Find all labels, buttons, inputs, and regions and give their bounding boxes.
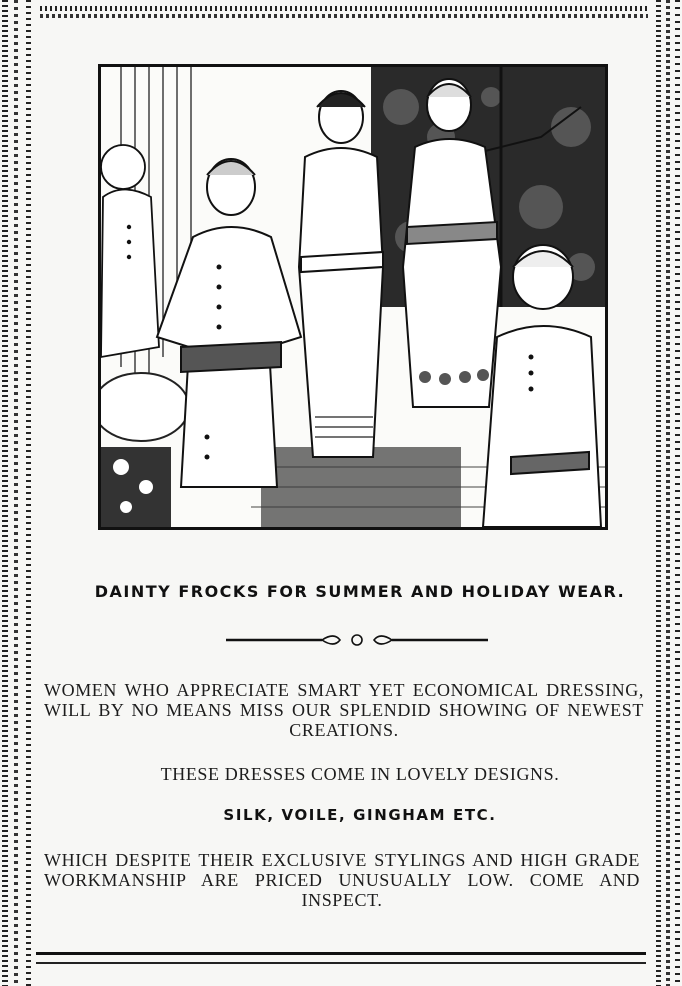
ad-paragraph-1: WOMEN WHO APPRECIATE SMART YET ECONOMICAL DRESSING, WILL BY NO MEANS MISS OUR SPLENDID SHOWING OF NEWEST CREATIONS. bbox=[44, 680, 644, 740]
ad-paragraph-3: WHICH DESPITE THEIR EXCLUSIVE STYLINGS AND HIGH GRADE WORKMANSHIP ARE PRICED UNUSUALLY LOW. COME AND INSPECT. bbox=[44, 850, 640, 910]
top-border-rule bbox=[40, 6, 648, 20]
ornament-divider bbox=[226, 630, 488, 650]
ad-fabrics-line: SILK, VOILE, GINGHAM ETC. bbox=[223, 806, 497, 824]
ad-headline: DAINTY FROCKS FOR SUMMER AND HOLIDAY WEAR. bbox=[94, 582, 626, 601]
bottom-border-rule-secondary bbox=[36, 962, 646, 964]
left-column-rule bbox=[0, 0, 36, 986]
fashion-illustration-icon bbox=[101, 67, 605, 527]
bottom-border-rule bbox=[36, 952, 646, 955]
ad-paragraph-2: THESE DRESSES COME IN LOVELY DESIGNS. bbox=[160, 764, 560, 784]
right-column-rule bbox=[652, 0, 682, 986]
fashion-illustration bbox=[98, 64, 608, 530]
